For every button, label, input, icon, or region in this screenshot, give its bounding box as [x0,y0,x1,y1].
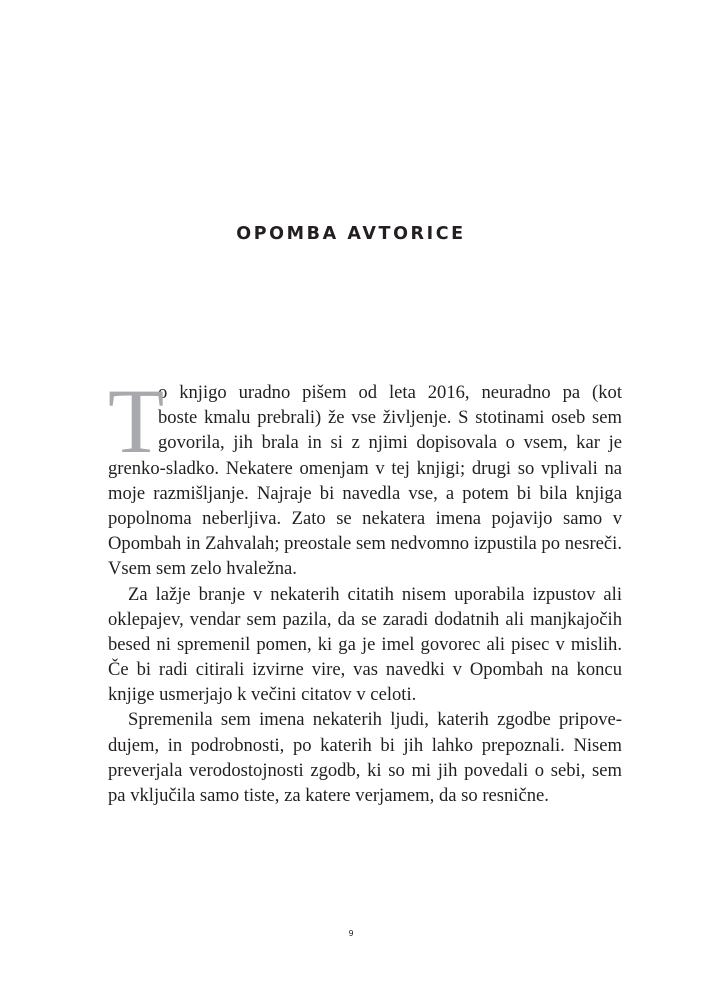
text-line: Če bi radi citirali izvirne vire, vas navedki v Opombah na koncu [108,659,622,681]
text-line: besed ni spremenil pomen, ki ga je imel govorec ali pisec v mislih. [108,633,622,655]
text-line: boste kmalu prebrali) že vse življenje. S stotinami oseb sem [158,407,622,429]
text-line: Opombah in Zahvalah; preostale sem nedvomno izpustila po nesreči. [108,533,622,555]
body-text [108,370,622,808]
text-line: pa vključila samo tiste, za katere verjamem, da so resnične. [108,785,549,806]
text-line: knjige usmerjajo k večini citatov v celoti. [108,684,417,706]
text-line: govorila, jih brala in si z njimi dopisovala o vsem, kar je [158,432,622,454]
text-line: Spremenila sem imena nekaterih ljudi, katerih zgodbe pripove- [128,709,622,731]
text-line: dujem, in podrobnosti, po katerih bi jih lahko prepoznali. Nisem [108,734,622,756]
text-line: Za lažje branje v nekaterih citatih nisem uporabila izpustov ali [128,583,622,605]
text-line: oklepajev, vendar sem pazila, da se zaradi dodatnih ali manjkajočih [108,608,622,630]
page-number: 9 [348,929,354,938]
text-line: preverjala verodostojnosti zgodb, ki so mi jih povedali o sebi, sem [108,759,622,781]
page-title: OPOMBA AVTORICE [236,223,466,244]
drop-cap: T [108,370,165,472]
text-line: grenko-sladko. Nekatere omenjam v tej knjigi; drugi so vplivali na [108,457,622,479]
text-line: popolnoma neberljiva. Zato se nekatera imena pojavijo samo v [108,507,622,529]
text-line: o knjigo uradno pišem od leta 2016, neuradno pa (kot [158,382,622,403]
text-line: moje razmišljanje. Najraje bi navedla vse, a potem bi bila knjiga [108,482,622,504]
text-line: Vsem sem zelo hvaležna. [108,558,297,580]
